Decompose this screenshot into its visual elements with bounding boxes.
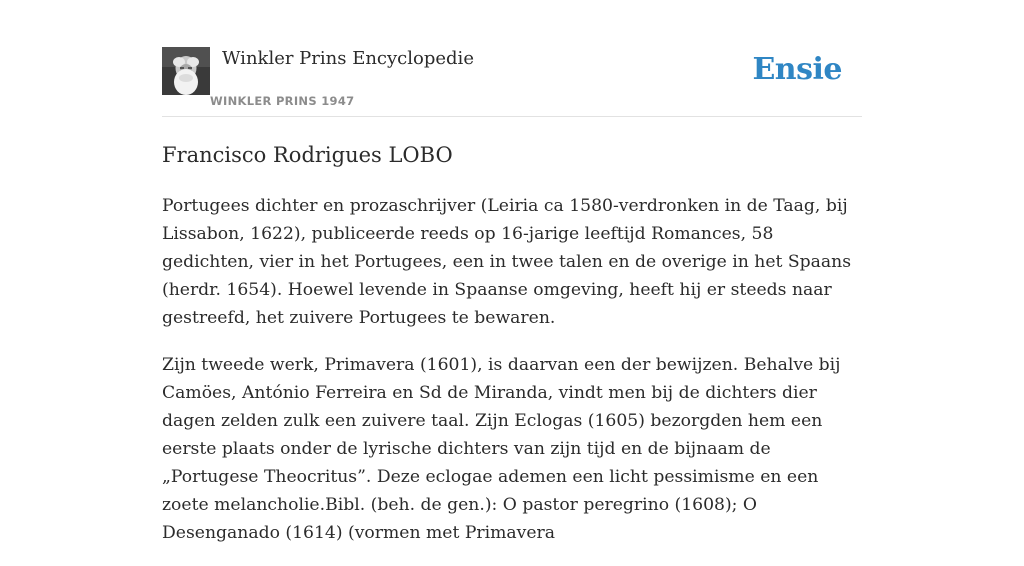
source-header [162,46,862,117]
article-title: Francisco Rodrigues LOBO [162,143,453,167]
portrait-image [162,47,210,95]
article-paragraph-2: Zijn tweede werk, Primavera (1601), is daarvan een der bewijzen. Behalve bij Camöes, António Ferreira en Sd de Miranda, vindt men bij de dichters dier dagen zelden zulk een zuivere taal. Zijn Eclogas (1605) bezorgden hem een eerste plaats onder de lyrische dichters van zijn tijd en de bijnaam de „Portugese Theocritus”. Deze eclogae ademen een licht pessimisme en een zoete melancholie.Bibl. (beh. de gen.): O pastor peregrino (1608); O Desenganado (1614) (vormen met Primavera [162,355,841,543]
article-body [162,192,867,566]
source-edition: WINKLER PRINS 1947 [210,94,355,108]
ensie-logo[interactable]: Ensie [752,52,842,87]
source-avatar[interactable] [162,47,210,95]
source-title[interactable]: Winkler Prins Encyclopedie [222,48,474,69]
article-paragraph-1: Portugees dichter en prozaschrijver (Leiria ca 1580-verdronken in de Taag, bij Lissabon, 1622), publiceerde reeds op 16-jarige leeftijd Romances, 58 gedichten, vier in het Portugees, een in twee talen en de overige in het Spaans (herdr. 1654). Hoewel levende in Spaanse omgeving, heeft hij er steeds naar gestreefd, het zuivere Portugees te bewaren. [162,196,852,328]
